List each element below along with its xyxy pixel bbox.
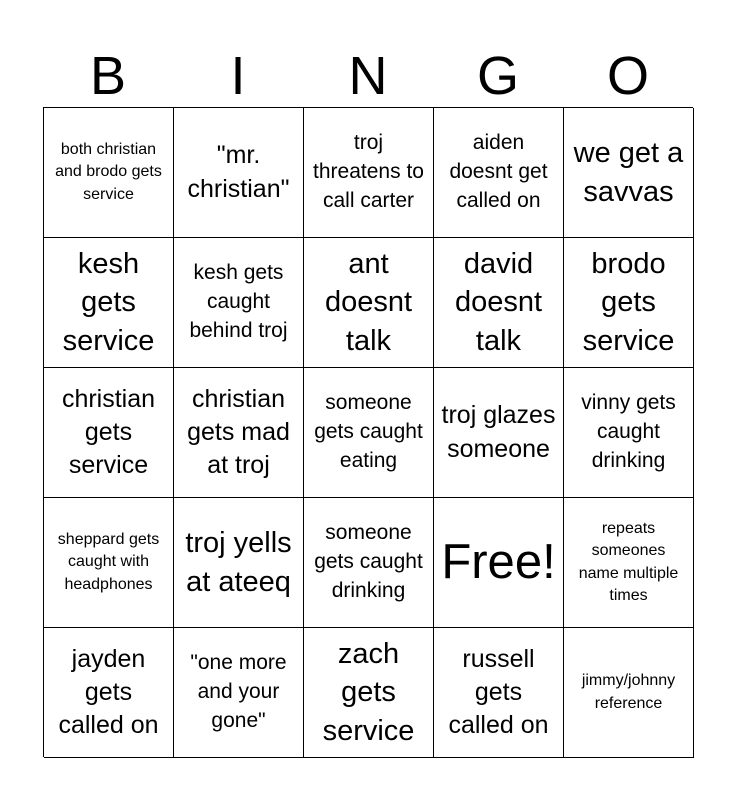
bingo-cell-r5c3[interactable] [304, 628, 434, 758]
cell-text: kesh gets caught behind troj [189, 261, 288, 342]
bingo-cell-r1c1[interactable] [44, 108, 174, 238]
bingo-cell-r1c5[interactable] [564, 108, 694, 238]
bingo-cell-r3c2[interactable] [174, 368, 304, 498]
cell-text: aiden doesnt get called on [449, 131, 548, 212]
cell-text: christian gets mad at troj [187, 384, 290, 480]
cell-text: both christian and brodo gets service [55, 140, 162, 203]
header-letter-g: G [476, 46, 519, 106]
bingo-cell-r3c3[interactable] [304, 368, 434, 498]
cell-text: sheppard gets caught with headphones [57, 530, 160, 593]
bingo-cell-r2c5[interactable] [564, 238, 694, 368]
cell-text: ant doesnt talk [324, 248, 413, 357]
cell-text: brodo gets service [582, 248, 675, 357]
cell-text: someone gets caught eating [314, 391, 423, 472]
bingo-cell-r3c4[interactable] [434, 368, 564, 498]
header-letter-n: N [348, 46, 388, 106]
bingo-cell-r3c1[interactable] [44, 368, 174, 498]
bingo-cell-r1c3[interactable] [304, 108, 434, 238]
header-letter-b: B [89, 46, 127, 106]
free-space-text: Free! [441, 534, 556, 589]
bingo-header [43, 44, 693, 108]
cell-text: "one more and your gone" [190, 651, 287, 732]
bingo-cell-r4c5[interactable] [564, 498, 694, 628]
bingo-cell-r5c1[interactable] [44, 628, 174, 758]
bingo-cell-r1c4[interactable] [434, 108, 564, 238]
cell-text: zach gets service [322, 638, 415, 747]
bingo-cell-r2c1[interactable] [44, 238, 174, 368]
bingo-cell-r2c4[interactable] [434, 238, 564, 368]
bingo-cell-r3c5[interactable] [564, 368, 694, 498]
cell-text: vinny gets caught drinking [581, 391, 676, 472]
bingo-cell-r2c2[interactable] [174, 238, 304, 368]
cell-text: "mr. christian" [187, 141, 290, 203]
bingo-cell-r2c3[interactable] [304, 238, 434, 368]
bingo-cell-r4c1[interactable] [44, 498, 174, 628]
bingo-cell-r5c4[interactable] [434, 628, 564, 758]
header-letter-o: O [606, 46, 649, 106]
cell-text: troj yells at ateeq [185, 527, 292, 598]
bingo-cell-r4c3[interactable] [304, 498, 434, 628]
cell-text: troj glazes someone [441, 401, 556, 463]
header-letter-i: I [230, 46, 246, 106]
cell-text: we get a savvas [573, 137, 684, 208]
cell-text: jayden gets called on [58, 644, 159, 740]
bingo-cell-r1c2[interactable] [174, 108, 304, 238]
cell-text: kesh gets service [62, 248, 155, 357]
cell-text: jimmy/johnny reference [581, 672, 676, 712]
cell-text: david doesnt talk [454, 248, 543, 357]
cell-text: repeats someones name multiple times [578, 519, 679, 604]
cell-text: someone gets caught drinking [314, 521, 423, 602]
cell-text: christian gets service [61, 384, 156, 480]
bingo-board [43, 107, 693, 757]
cell-text: troj threatens to call carter [313, 131, 424, 212]
bingo-cell-r5c2[interactable] [174, 628, 304, 758]
cell-text: russell gets called on [448, 644, 549, 740]
bingo-cell-r4c4-free[interactable] [434, 498, 564, 628]
bingo-cell-r4c2[interactable] [174, 498, 304, 628]
bingo-cell-r5c5[interactable] [564, 628, 694, 758]
